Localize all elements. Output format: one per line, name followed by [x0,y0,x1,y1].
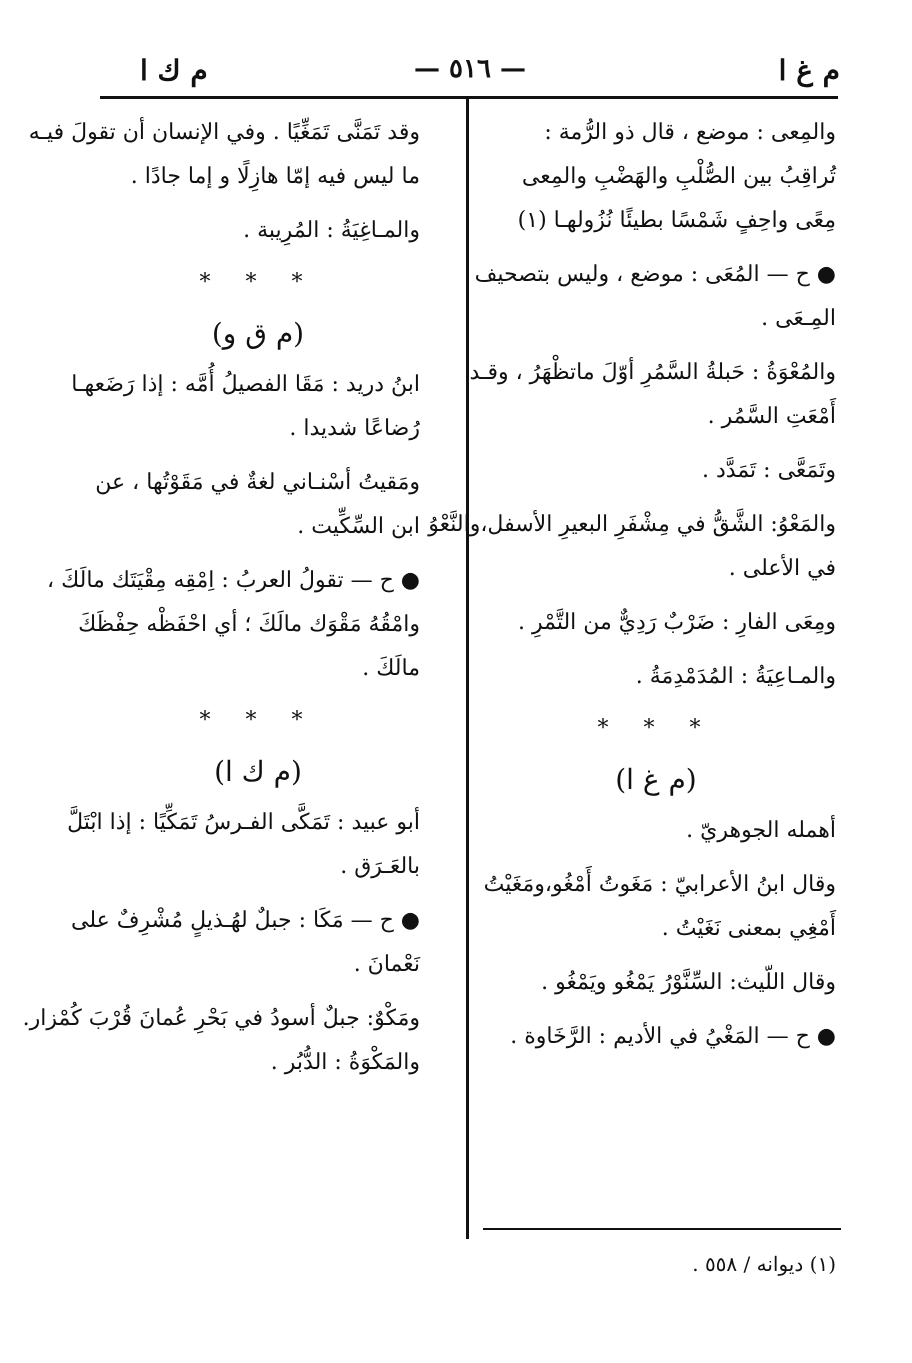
text-line: مالَكَ . [362,656,420,681]
text-line: ● ح — المَغْيُ في الأديم : الرَّخَاوة . [510,1024,836,1049]
text-line: وتَمَعَّى : تَمَدَّد . [702,458,836,483]
column-divider [466,99,469,1239]
text-line: ومَكْوٌ: جبلٌ أسودُ في بَحْرِ عُمانَ قُرْبَ كُمْزار. [22,1006,420,1031]
footnote-rule [483,1228,841,1230]
text-line: ومِعَى الفارِ : ضَرْبٌ رَدِيٌّ من التَّمْرِ . [517,610,836,635]
text-line: ● ح — مَكَا : جبلٌ لهُـذيلٍ مُشْرِفٌ على [70,908,420,933]
verse-line: مِعًى واحِفٍ شَمْسًا بطيئًا نُزُولهـا (١) [517,208,836,233]
section-separator: * * * [199,708,317,733]
text-line: أهمله الجوهريّ . [686,818,836,843]
text-line: ومَقيتُ أسْنـاني لغةٌ في مَقَوْتُها ، عن [95,470,420,495]
text-line: ● ح — تقولُ العربُ : اِمْقِه مِقْيَتَك مالَكَ ، [46,568,420,593]
header-root-right: م غ ا [778,54,840,87]
page-header [100,50,840,96]
text-line: رُضاعًا شديدا . [289,416,420,441]
text-line: وقال اللّيث: السِّنَّوْرُ يَمْغُو ويَمْغُو . [541,970,836,995]
header-root-left: م ك ا [140,54,208,87]
text-line: والمِعى : موضع ، قال ذو الرُّمة : [544,120,836,145]
text-line: وقال ابنُ الأعرابيّ : مَغَوتُ أَمْغُو،ومَغَيْتُ [483,872,836,897]
text-line: أَمْعَتِ السَّمُر . [707,404,836,429]
text-line: والمَكْوَةُ : الدُّبُر . [270,1050,420,1075]
text-line: وقد تَمَنَّى تَمَغِّيًا . وفي الإنسان أن تقولَ فيـه [28,120,420,145]
text-line: ● ح — المُعَى : موضع ، وليس بتصحيف [474,262,836,287]
section-separator: * * * [597,716,715,741]
text-line: في الأعلى . [728,556,836,581]
text-line: وامْقُهُ مَقْوَك مالَكَ ؛ أي احْفَظْه حِفْظَكَ [78,612,420,637]
verse-line: تُراقِبُ بين الصُّلْبِ والهَضْبِ والمِعى [521,164,836,189]
text-line: نَعْمانَ . [353,952,420,977]
header-rule [100,96,838,99]
text-line: والمـاغِيَةُ : المُرِيبة . [243,218,420,243]
text-line: ابن السِّكِّيت . [297,514,420,539]
right-column [428,118,836,1076]
text-line: بالعَـرَق . [340,854,420,879]
text-line: ما ليس فيه إمّا هازِلًا و إما جادًا . [130,164,420,189]
left-column [22,118,446,1102]
text-line: والمَعْوُ: الشَّقُّ في مِشْفَرِ البعيرِ الأسفل،والنَّعْوُ [428,512,836,537]
text-line: والمـاعِيَةُ : المُدَمْدِمَةُ . [635,664,836,689]
footnote: (١) ديوانه / ٥٥٨ . [692,1252,836,1276]
page-number: — ٥١٦ — [413,54,527,84]
entry-heading: (م ق و) [211,317,305,350]
text-line: والمُعْوَةُ : حَبلةُ السَّمُرِ أوّلَ ماتظْهَرُ ، وقـد [469,360,836,385]
text-line: أَمْغِي بمعنى نَغَيْتُ . [661,916,836,941]
entry-heading: (م ك ا) [214,755,302,788]
text-line: المِـعَى . [761,306,836,331]
text-line: أبو عبيد : تَمَكَّى الفـرسُ تَمَكِّيًا : إذا ابْتَلَّ [67,810,420,835]
entry-heading: (م غ ا) [615,763,697,796]
text-line: ابنُ دريد : مَقَا الفصيلُ أُمَّه : إذا رَضَعهـا [71,372,420,397]
section-separator: * * * [199,270,317,295]
